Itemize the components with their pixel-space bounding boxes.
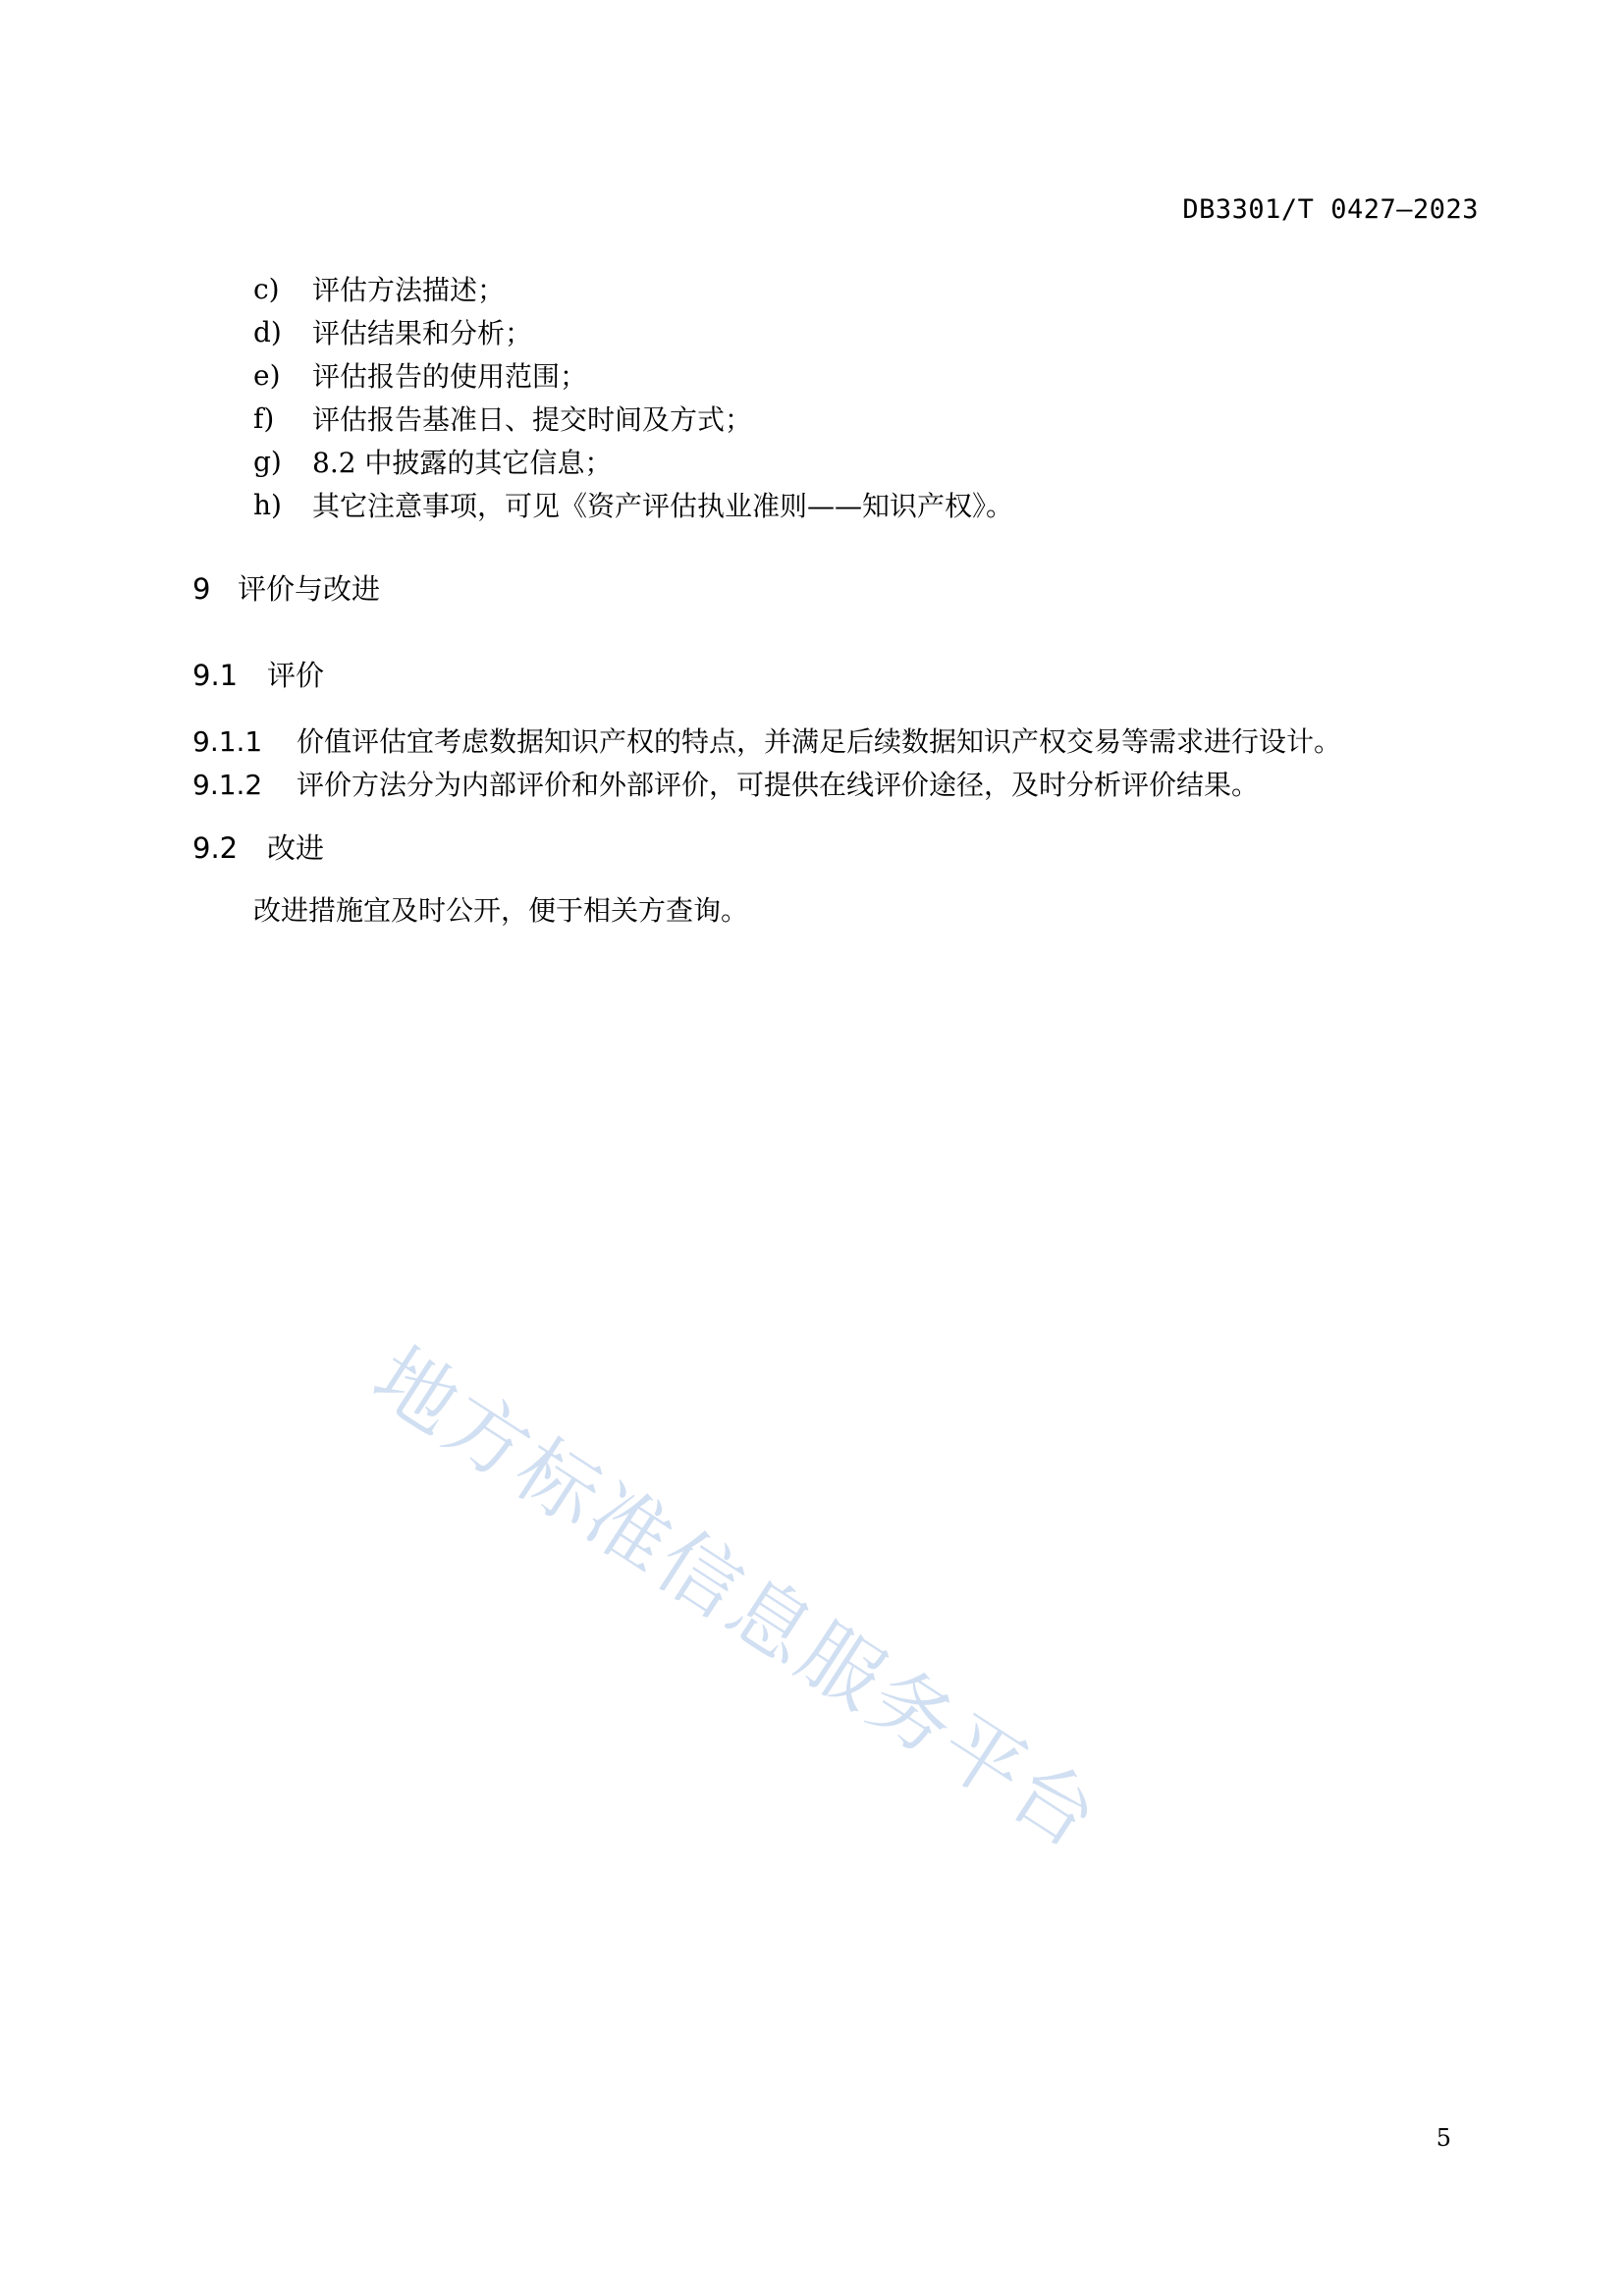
list-item-text: 8.2 中披露的其它信息； bbox=[312, 447, 613, 479]
list-item-text: 其它注意事项，可见《资产评估执业准则——知识产权》。 bbox=[312, 490, 1014, 522]
list-marker: f) bbox=[253, 401, 275, 435]
section-heading-9-2 bbox=[192, 827, 324, 867]
section-number: 9.2 bbox=[192, 831, 239, 865]
paragraph-9-2: 改进措施宜及时公开，便于相关方查询。 bbox=[253, 894, 749, 927]
list-item-text: 评估方法描述； bbox=[312, 274, 506, 306]
list-item-text: 评估报告基准日、提交时间及方式； bbox=[312, 403, 753, 436]
list-marker: d) bbox=[253, 315, 282, 348]
list-item bbox=[253, 353, 1013, 397]
section-title: 改进 bbox=[267, 831, 325, 865]
report-contents-list bbox=[253, 267, 1013, 526]
section-heading-9 bbox=[192, 567, 380, 608]
section-title: 评价 bbox=[267, 659, 325, 692]
clause-9-1-1 bbox=[192, 721, 1341, 760]
list-marker: g) bbox=[253, 445, 282, 478]
page-number: 5 bbox=[1435, 2124, 1451, 2152]
list-item bbox=[253, 310, 1013, 353]
list-item-text: 评估报告的使用范围； bbox=[312, 360, 588, 393]
list-item-text: 评估结果和分析； bbox=[312, 317, 533, 349]
section-title: 评价与改进 bbox=[238, 572, 381, 606]
clause-9-1-2 bbox=[192, 764, 1259, 803]
list-marker: h) bbox=[253, 488, 282, 521]
clause-number: 9.1.1 bbox=[192, 725, 263, 758]
list-marker: e) bbox=[253, 358, 281, 392]
watermark: 地方标准信息服务平台 bbox=[356, 1330, 1116, 1869]
clause-text: 价值评估宜考虑数据知识产权的特点，并满足后续数据知识产权交易等需求进行设计。 bbox=[297, 725, 1342, 758]
list-item bbox=[253, 397, 1013, 440]
list-item bbox=[253, 267, 1013, 310]
list-item bbox=[253, 483, 1013, 526]
clause-text: 评价方法分为内部评价和外部评价，可提供在线评价途径，及时分析评价结果。 bbox=[297, 769, 1260, 801]
section-heading-9-1 bbox=[192, 654, 324, 694]
document-code: DB3301/T 0427—2023 bbox=[1182, 194, 1479, 225]
list-item bbox=[253, 440, 1013, 483]
list-marker: c) bbox=[253, 272, 280, 305]
clause-number: 9.1.2 bbox=[192, 769, 263, 801]
section-number: 9 bbox=[192, 572, 211, 606]
section-number: 9.1 bbox=[192, 659, 239, 692]
